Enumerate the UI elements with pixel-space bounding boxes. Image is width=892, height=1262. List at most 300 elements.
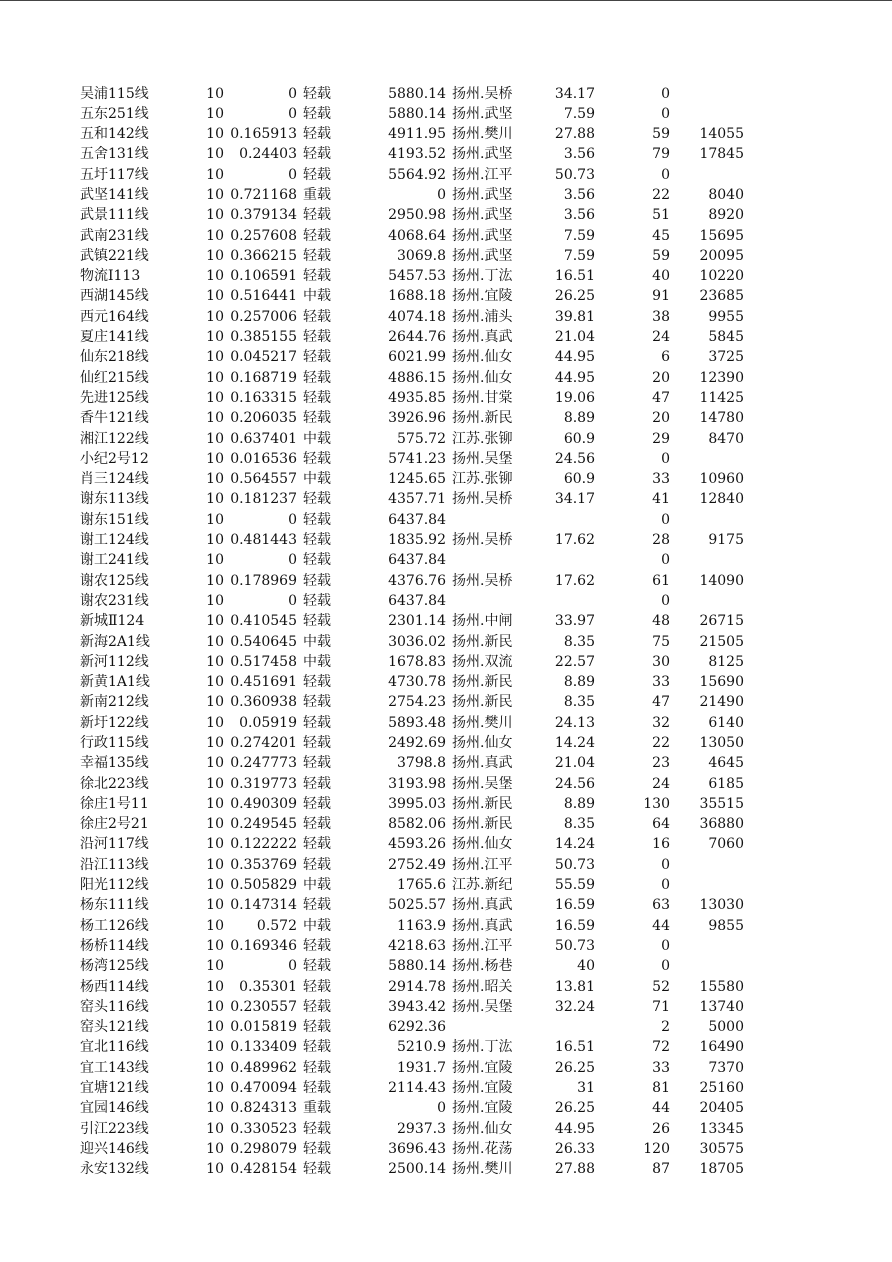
kva-cell: 8125: [708, 653, 744, 670]
substation-cell: 扬州.宜陵: [452, 1080, 513, 1097]
length-cell: 26.33: [554, 1140, 595, 1157]
load-rate-cell: 0.516441: [230, 288, 297, 305]
load-rate-cell: 0.319773: [230, 775, 297, 792]
table-row: [0, 936, 892, 956]
load-status-cell: 轻载: [303, 349, 331, 366]
load-rate-cell: 0: [288, 105, 297, 122]
load-rate-cell: 0.147314: [230, 897, 297, 914]
capacity-cell: 4911.95: [388, 126, 446, 143]
kva-cell: 36880: [699, 816, 744, 833]
kva-cell: 5845: [708, 329, 744, 346]
load-rate-cell: 0.489962: [230, 1059, 297, 1076]
load-status-cell: 中载: [303, 430, 331, 447]
line-name-cell: 幸福135线: [80, 755, 149, 772]
length-cell: 16.59: [554, 897, 595, 914]
table-row: [0, 104, 892, 124]
substation-cell: 扬州.樊川: [452, 1161, 513, 1178]
substation-cell: 扬州.江平: [452, 856, 513, 873]
table-row: [0, 266, 892, 286]
data-table: [0, 84, 892, 1180]
substation-cell: 扬州.新民: [452, 410, 513, 427]
load-status-cell: 中载: [303, 917, 331, 934]
load-status-cell: 轻载: [303, 268, 331, 285]
substation-cell: 扬州.宜陵: [452, 1059, 513, 1076]
voltage-cell: 10: [206, 694, 224, 711]
count-cell: 79: [652, 146, 670, 163]
capacity-cell: 5210.9: [397, 1039, 446, 1056]
length-cell: 13.81: [554, 978, 595, 995]
load-status-cell: 轻载: [303, 978, 331, 995]
load-rate-cell: 0.470094: [230, 1080, 297, 1097]
capacity-cell: 2752.49: [388, 856, 446, 873]
count-cell: 33: [652, 471, 670, 488]
length-cell: 16.51: [554, 268, 595, 285]
length-cell: 3.56: [563, 207, 595, 224]
load-status-cell: 中载: [303, 877, 331, 894]
load-status-cell: 轻载: [303, 998, 331, 1015]
length-cell: 31: [577, 1080, 595, 1097]
table-row: [0, 591, 892, 611]
line-name-cell: 西湖145线: [80, 288, 149, 305]
substation-cell: 扬州.吴堡: [452, 775, 513, 792]
kva-cell: 16490: [699, 1039, 744, 1056]
substation-cell: 扬州.樊川: [452, 714, 513, 731]
substation-cell: 扬州.仙女: [452, 369, 513, 386]
load-status-cell: 轻载: [303, 1120, 331, 1137]
capacity-cell: 5025.57: [388, 897, 446, 914]
table-row: [0, 1078, 892, 1098]
voltage-cell: 10: [206, 836, 224, 853]
capacity-cell: 1835.92: [388, 532, 446, 549]
length-cell: 39.81: [554, 308, 595, 325]
kva-cell: 7060: [708, 836, 744, 853]
line-name-cell: 湘江122线: [80, 430, 149, 447]
load-status-cell: 重载: [303, 186, 331, 203]
count-cell: 0: [661, 958, 670, 975]
table-row: [0, 286, 892, 306]
table-row: [0, 510, 892, 530]
length-cell: 24.56: [554, 450, 595, 467]
length-cell: 32.24: [554, 998, 595, 1015]
load-status-cell: 轻载: [303, 166, 331, 183]
load-status-cell: 轻载: [303, 674, 331, 691]
voltage-cell: 10: [206, 1080, 224, 1097]
load-rate-cell: 0.572: [256, 917, 297, 934]
line-name-cell: 谢工124线: [80, 532, 149, 549]
voltage-cell: 10: [206, 552, 224, 569]
substation-cell: 扬州.花荡: [452, 1140, 513, 1157]
load-rate-cell: 0.298079: [230, 1140, 297, 1157]
kva-cell: 26715: [699, 613, 744, 630]
load-rate-cell: 0.169346: [230, 937, 297, 954]
count-cell: 47: [652, 389, 670, 406]
substation-cell: 江苏.新纪: [452, 877, 513, 894]
count-cell: 0: [661, 166, 670, 183]
length-cell: 16.51: [554, 1039, 595, 1056]
voltage-cell: 10: [206, 491, 224, 508]
line-name-cell: 新南212线: [80, 694, 149, 711]
table-row: [0, 388, 892, 408]
load-status-cell: 轻载: [303, 694, 331, 711]
count-cell: 44: [652, 917, 670, 934]
kva-cell: 30575: [699, 1140, 744, 1157]
substation-cell: 扬州.新民: [452, 674, 513, 691]
kva-cell: 5000: [708, 1019, 744, 1036]
load-status-cell: 轻载: [303, 511, 331, 528]
load-rate-cell: 0.824313: [230, 1100, 297, 1117]
capacity-cell: 1163.9: [397, 917, 446, 934]
load-status-cell: 轻载: [303, 572, 331, 589]
length-cell: 27.88: [554, 1161, 595, 1178]
substation-cell: 扬州.江平: [452, 166, 513, 183]
substation-cell: 扬州.新民: [452, 694, 513, 711]
load-status-cell: 轻载: [303, 755, 331, 772]
length-cell: 26.25: [554, 1059, 595, 1076]
substation-cell: 扬州.真武: [452, 755, 513, 772]
length-cell: 8.89: [563, 674, 595, 691]
kva-cell: 3725: [708, 349, 744, 366]
capacity-cell: 5880.14: [388, 85, 446, 102]
length-cell: 16.59: [554, 917, 595, 934]
capacity-cell: 6437.84: [388, 552, 446, 569]
load-status-cell: 轻载: [303, 735, 331, 751]
kva-cell: 15690: [699, 674, 744, 691]
substation-cell: 扬州.甘棠: [452, 389, 513, 406]
capacity-cell: 8582.06: [388, 816, 446, 833]
voltage-cell: 10: [206, 410, 224, 427]
load-rate-cell: 0.122222: [230, 836, 297, 853]
voltage-cell: 10: [206, 268, 224, 285]
table-row: [0, 226, 892, 246]
line-name-cell: 新海2A1线: [80, 633, 150, 650]
line-name-cell: 杨西114线: [80, 978, 149, 995]
count-cell: 72: [652, 1039, 670, 1056]
load-status-cell: 轻载: [303, 247, 331, 264]
length-cell: 17.62: [554, 532, 595, 549]
table-row: [0, 246, 892, 266]
load-status-cell: 轻载: [303, 126, 331, 143]
load-rate-cell: 0.249545: [230, 816, 297, 833]
substation-cell: 扬州.武坚: [452, 146, 513, 163]
length-cell: 7.59: [563, 247, 595, 264]
voltage-cell: 10: [206, 166, 224, 183]
capacity-cell: 4886.15: [388, 369, 446, 386]
count-cell: 48: [652, 613, 670, 630]
kva-cell: 20405: [699, 1100, 744, 1117]
voltage-cell: 10: [206, 146, 224, 163]
line-name-cell: 谢农231线: [80, 592, 149, 609]
line-name-cell: 宜塘121线: [80, 1080, 149, 1097]
load-status-cell: 轻载: [303, 329, 331, 346]
capacity-cell: 3696.43: [388, 1140, 446, 1157]
count-cell: 2: [661, 1019, 670, 1036]
table-row: [0, 774, 892, 794]
kva-cell: 7370: [708, 1059, 744, 1076]
capacity-cell: 4068.64: [388, 227, 446, 244]
substation-cell: 扬州.吴堡: [452, 998, 513, 1015]
capacity-cell: 0: [437, 1100, 446, 1117]
count-cell: 16: [652, 836, 670, 853]
table-row: [0, 672, 892, 692]
line-name-cell: 杨工126线: [80, 917, 149, 934]
load-status-cell: 轻载: [303, 795, 331, 812]
substation-cell: 扬州.吴桥: [452, 491, 513, 508]
capacity-cell: 2644.76: [388, 329, 446, 346]
voltage-cell: 10: [206, 795, 224, 812]
capacity-cell: 4074.18: [388, 308, 446, 325]
length-cell: 50.73: [554, 937, 595, 954]
count-cell: 45: [652, 227, 670, 244]
kva-cell: 25160: [699, 1080, 744, 1097]
kva-cell: 15580: [699, 978, 744, 995]
load-rate-cell: 0.181237: [230, 491, 297, 508]
substation-cell: 扬州.中闸: [452, 613, 513, 630]
voltage-cell: 10: [206, 755, 224, 772]
load-status-cell: 中载: [303, 471, 331, 488]
capacity-cell: 3193.98: [388, 775, 446, 792]
load-rate-cell: 0.451691: [230, 674, 297, 691]
load-status-cell: 轻载: [303, 816, 331, 833]
load-rate-cell: 0.274201: [230, 735, 297, 751]
voltage-cell: 10: [206, 572, 224, 589]
load-status-cell: 重载: [303, 1100, 331, 1117]
table-row: [0, 916, 892, 936]
voltage-cell: 10: [206, 288, 224, 305]
length-cell: 8.35: [563, 694, 595, 711]
substation-cell: 扬州.江平: [452, 937, 513, 954]
count-cell: 32: [652, 714, 670, 731]
capacity-cell: 4730.78: [388, 674, 446, 691]
load-rate-cell: 0.490309: [230, 795, 297, 812]
capacity-cell: 4935.85: [388, 389, 446, 406]
substation-cell: 扬州.双流: [452, 653, 513, 670]
count-cell: 24: [652, 329, 670, 346]
voltage-cell: 10: [206, 227, 224, 244]
table-row: [0, 1159, 892, 1179]
voltage-cell: 10: [206, 308, 224, 325]
line-name-cell: 杨东111线: [80, 897, 149, 914]
line-name-cell: 吴浦115线: [80, 85, 149, 102]
capacity-cell: 5741.23: [388, 450, 446, 467]
capacity-cell: 3995.03: [388, 795, 446, 812]
substation-cell: 扬州.仙女: [452, 735, 513, 751]
table-row: [0, 530, 892, 550]
table-row: [0, 814, 892, 834]
kva-cell: 18705: [699, 1161, 744, 1178]
load-rate-cell: 0.178969: [230, 572, 297, 589]
load-status-cell: 轻载: [303, 85, 331, 102]
length-cell: 40: [577, 958, 595, 975]
table-row: [0, 347, 892, 367]
count-cell: 0: [661, 877, 670, 894]
length-cell: 8.89: [563, 410, 595, 427]
count-cell: 81: [652, 1080, 670, 1097]
count-cell: 0: [661, 552, 670, 569]
kva-cell: 20095: [699, 247, 744, 264]
voltage-cell: 10: [206, 85, 224, 102]
length-cell: 44.95: [554, 369, 595, 386]
kva-cell: 10960: [699, 471, 744, 488]
capacity-cell: 1678.83: [388, 653, 446, 670]
table-row: [0, 1017, 892, 1037]
count-cell: 20: [652, 410, 670, 427]
load-rate-cell: 0.163315: [230, 389, 297, 406]
count-cell: 52: [652, 978, 670, 995]
count-cell: 71: [652, 998, 670, 1015]
kva-cell: 6185: [708, 775, 744, 792]
load-status-cell: 轻载: [303, 105, 331, 122]
count-cell: 0: [661, 856, 670, 873]
load-status-cell: 中载: [303, 288, 331, 305]
length-cell: 21.04: [554, 329, 595, 346]
kva-cell: 13030: [699, 897, 744, 914]
load-rate-cell: 0.428154: [230, 1161, 297, 1178]
voltage-cell: 10: [206, 937, 224, 954]
table-row: [0, 875, 892, 895]
capacity-cell: 6437.84: [388, 592, 446, 609]
load-rate-cell: 0: [288, 85, 297, 102]
load-status-cell: 轻载: [303, 592, 331, 609]
capacity-cell: 4357.71: [388, 491, 446, 508]
table-row: [0, 165, 892, 185]
length-cell: 8.35: [563, 816, 595, 833]
load-rate-cell: 0.481443: [230, 532, 297, 549]
load-rate-cell: 0.106591: [230, 268, 297, 285]
load-rate-cell: 0.410545: [230, 613, 297, 630]
substation-cell: 江苏.张铆: [452, 471, 513, 488]
count-cell: 24: [652, 775, 670, 792]
voltage-cell: 10: [206, 978, 224, 995]
kva-cell: 12840: [699, 491, 744, 508]
load-rate-cell: 0.540645: [230, 633, 297, 650]
load-rate-cell: 0.637401: [230, 430, 297, 447]
voltage-cell: 10: [206, 471, 224, 488]
load-rate-cell: 0: [288, 552, 297, 569]
substation-cell: 扬州.昭关: [452, 978, 513, 995]
line-name-cell: 武坚141线: [80, 186, 149, 203]
load-rate-cell: 0.168719: [230, 369, 297, 386]
line-name-cell: 永安132线: [80, 1161, 149, 1178]
kva-cell: 9955: [708, 308, 744, 325]
table-row: [0, 144, 892, 164]
count-cell: 59: [652, 247, 670, 264]
line-name-cell: 武南231线: [80, 227, 149, 244]
voltage-cell: 10: [206, 592, 224, 609]
capacity-cell: 4593.26: [388, 836, 446, 853]
voltage-cell: 10: [206, 714, 224, 731]
voltage-cell: 10: [206, 450, 224, 467]
length-cell: 24.13: [554, 714, 595, 731]
table-row: [0, 956, 892, 976]
substation-cell: 江苏.张铆: [452, 430, 513, 447]
voltage-cell: 10: [206, 674, 224, 691]
kva-cell: 35515: [699, 795, 744, 812]
length-cell: 21.04: [554, 755, 595, 772]
line-name-cell: 五舍131线: [80, 146, 149, 163]
substation-cell: 扬州.吴桥: [452, 532, 513, 549]
capacity-cell: 4376.76: [388, 572, 446, 589]
voltage-cell: 10: [206, 329, 224, 346]
count-cell: 22: [652, 186, 670, 203]
count-cell: 28: [652, 532, 670, 549]
kva-cell: 21490: [699, 694, 744, 711]
table-row: [0, 652, 892, 672]
load-status-cell: 轻载: [303, 146, 331, 163]
table-row: [0, 997, 892, 1017]
substation-cell: 扬州.真武: [452, 329, 513, 346]
load-rate-cell: 0.35301: [239, 978, 297, 995]
capacity-cell: 1765.6: [397, 877, 446, 894]
line-name-cell: 徐庄1号11: [80, 795, 149, 812]
line-name-cell: 小纪2号12: [80, 450, 149, 467]
length-cell: 14.24: [554, 735, 595, 751]
line-name-cell: 武景111线: [80, 207, 149, 224]
table-row: [0, 632, 892, 652]
load-status-cell: 轻载: [303, 958, 331, 975]
table-row: [0, 327, 892, 347]
capacity-cell: 2301.14: [388, 613, 446, 630]
capacity-cell: 1688.18: [388, 288, 446, 305]
capacity-cell: 2492.69: [388, 735, 446, 751]
line-name-cell: 沿河117线: [80, 836, 149, 853]
load-rate-cell: 0.330523: [230, 1120, 297, 1137]
load-status-cell: 轻载: [303, 552, 331, 569]
length-cell: 7.59: [563, 105, 595, 122]
table-row: [0, 185, 892, 205]
load-rate-cell: 0.016536: [230, 450, 297, 467]
substation-cell: 扬州.武坚: [452, 105, 513, 122]
table-row: [0, 611, 892, 631]
line-name-cell: 阳光112线: [80, 877, 149, 894]
table-row: [0, 489, 892, 509]
count-cell: 41: [652, 491, 670, 508]
line-name-cell: 新黄1A1线: [80, 674, 150, 691]
line-name-cell: 宜园146线: [80, 1100, 149, 1117]
kva-cell: 4645: [708, 755, 744, 772]
capacity-cell: 3069.8: [397, 247, 446, 264]
count-cell: 0: [661, 592, 670, 609]
capacity-cell: 0: [437, 186, 446, 203]
length-cell: 44.95: [554, 1120, 595, 1137]
table-row: [0, 1119, 892, 1139]
length-cell: 60.9: [563, 471, 595, 488]
count-cell: 0: [661, 937, 670, 954]
load-rate-cell: 0.366215: [230, 247, 297, 264]
line-name-cell: 引江223线: [80, 1120, 149, 1137]
length-cell: 7.59: [563, 227, 595, 244]
capacity-cell: 4193.52: [388, 146, 446, 163]
line-name-cell: 武镇221线: [80, 247, 149, 264]
load-status-cell: 轻载: [303, 1039, 331, 1056]
count-cell: 61: [652, 572, 670, 589]
capacity-cell: 5457.53: [388, 268, 446, 285]
kva-cell: 11425: [699, 389, 744, 406]
length-cell: 26.25: [554, 288, 595, 305]
capacity-cell: 2950.98: [388, 207, 446, 224]
length-cell: 26.25: [554, 1100, 595, 1117]
table-row: [0, 753, 892, 773]
substation-cell: 扬州.新民: [452, 633, 513, 650]
load-status-cell: 轻载: [303, 450, 331, 467]
count-cell: 91: [652, 288, 670, 305]
line-name-cell: 夏庄141线: [80, 329, 149, 346]
voltage-cell: 10: [206, 998, 224, 1015]
voltage-cell: 10: [206, 1161, 224, 1178]
line-name-cell: 窑头121线: [80, 1019, 149, 1036]
line-name-cell: 先进125线: [80, 389, 149, 406]
load-rate-cell: 0.05919: [239, 714, 297, 731]
count-cell: 63: [652, 897, 670, 914]
